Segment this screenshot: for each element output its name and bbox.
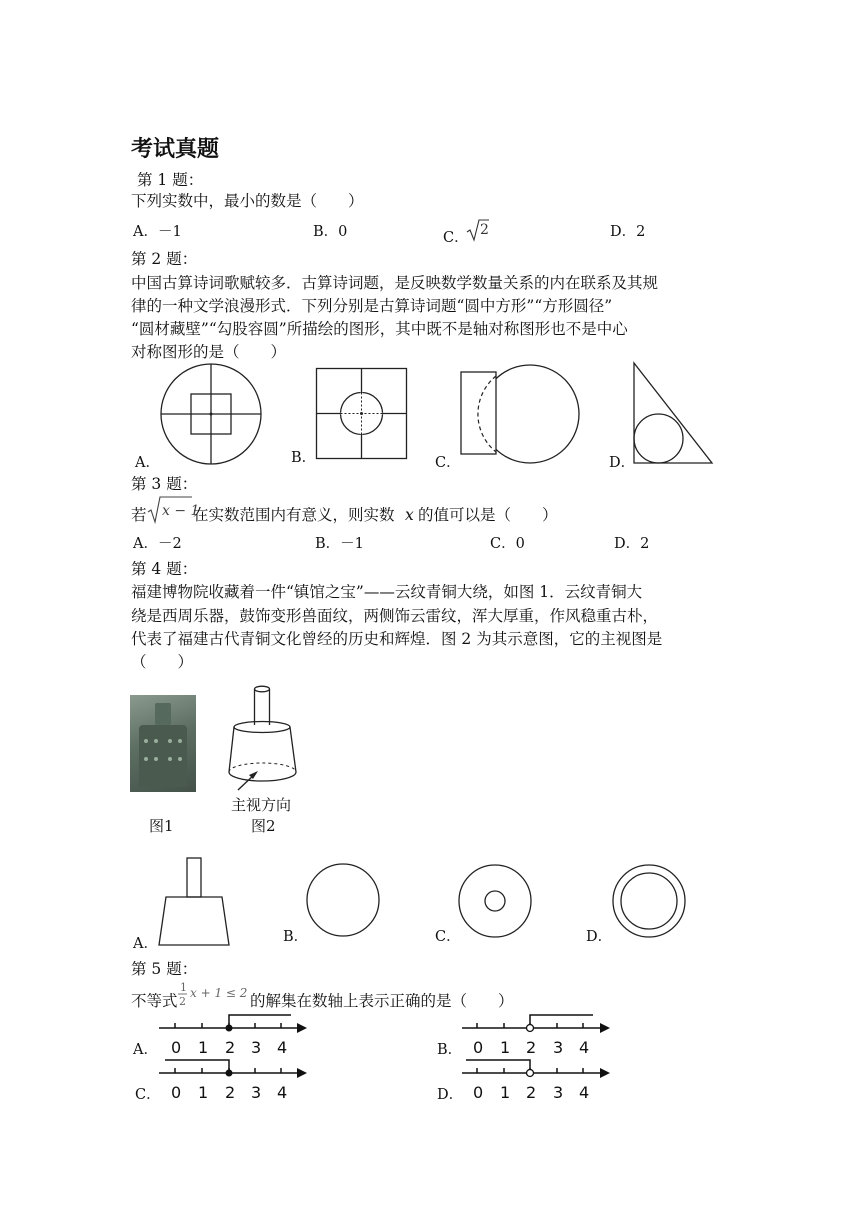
q3-label: 第 3 题： (131, 475, 198, 493)
svg-text:3: 3 (553, 1083, 564, 1102)
svg-text:1: 1 (198, 1083, 209, 1102)
q2-option-d[interactable]: D． (609, 455, 636, 471)
q5-stem-prefix: 不等式 (131, 992, 178, 1010)
svg-text:0: 0 (171, 1083, 182, 1102)
q4-option-c[interactable]: C． (435, 929, 461, 945)
q5-option-b[interactable]: B． (437, 1042, 463, 1058)
q5-number-line-c (157, 1057, 307, 1107)
figure-2-caption: 图2 (251, 817, 276, 835)
q5-stem-suffix: 的解集在数轴上表示正确的是（ ） (250, 992, 514, 1010)
q2-stem-line-1: 中国古算诗词歌赋较多．古算诗词题，是反映数学数量关系的内在联系及其规 (131, 274, 659, 292)
q3-stem-prefix: 若 (131, 506, 147, 524)
svg-text:4: 4 (277, 1083, 288, 1102)
q3-stem-suffix: 在实数范围内有意义，则实数 (193, 506, 395, 524)
q1-option-c[interactable]: C． (443, 230, 469, 246)
svg-text:1: 1 (500, 1038, 511, 1057)
q2-stem-line-2: 律的一种文学浪漫形式．下列分别是古算诗词题“圆中方形”“方形圆径” (131, 297, 613, 315)
q4-option-a[interactable]: A． (133, 936, 158, 952)
q3-variable: x (405, 506, 414, 524)
svg-text:4: 4 (579, 1083, 590, 1102)
sqrt-x-minus-1-symbol (147, 494, 200, 524)
q4-figure-d (611, 863, 687, 939)
view-direction-label: 主视方向 (231, 796, 292, 814)
q2-option-c[interactable]: C． (435, 455, 461, 471)
bronze-bell-photo (130, 695, 196, 792)
q2-option-b[interactable]: B． (291, 450, 317, 466)
q3-option-c[interactable]: C．0 (490, 536, 525, 552)
svg-text:0: 0 (473, 1038, 484, 1057)
svg-text:4: 4 (277, 1038, 288, 1057)
svg-text:0: 0 (473, 1083, 484, 1102)
q1-option-a[interactable]: A．－1 (133, 224, 182, 240)
q1-label: 第 1 题： (137, 171, 204, 189)
svg-text:1: 1 (500, 1083, 511, 1102)
svg-text:x + 1 ≤ 2: x + 1 ≤ 2 (190, 986, 248, 1000)
q5-number-line-b (460, 1012, 610, 1062)
q4-figure-b (305, 862, 381, 938)
q3-option-d[interactable]: D．2 (614, 536, 650, 552)
q3-option-a[interactable]: A．－2 (133, 536, 182, 552)
sqrt-2-symbol (466, 218, 490, 240)
svg-text:2: 2 (225, 1083, 236, 1102)
q5-label: 第 5 题： (131, 960, 198, 978)
q4-label: 第 4 题： (131, 560, 198, 578)
q1-stem: 下列实数中，最小的数是（ ） (131, 192, 364, 210)
svg-text:1: 1 (180, 981, 187, 994)
q2-stem-line-4: 对称图形的是（ ） (131, 343, 287, 361)
figure-1-caption: 图1 (149, 817, 174, 835)
inequality-expression (178, 980, 254, 1012)
q4-stem-line-4: （ ） (131, 653, 194, 671)
q3-stem-end: 的值可以是（ ） (418, 506, 558, 524)
svg-text:2: 2 (526, 1083, 537, 1102)
q1-option-b[interactable]: B．0 (313, 224, 348, 240)
svg-text:2: 2 (179, 995, 186, 1008)
q5-number-line-d (460, 1057, 610, 1107)
q2-figure-b (316, 368, 408, 460)
q4-stem-line-1: 福建博物院收藏着一件“镇馆之宝”——云纹青铜大绕，如图 1．云纹青铜大 (131, 583, 643, 601)
q2-option-a[interactable]: A． (135, 455, 160, 471)
svg-text:4: 4 (579, 1038, 590, 1057)
q3-option-b[interactable]: B．－1 (315, 536, 364, 552)
svg-text:2: 2 (480, 222, 489, 238)
q5-option-a[interactable]: A． (133, 1042, 158, 1058)
svg-text:3: 3 (251, 1083, 262, 1102)
svg-text:0: 0 (171, 1038, 182, 1057)
svg-text:1: 1 (198, 1038, 209, 1057)
q1-option-d[interactable]: D．2 (610, 224, 646, 240)
svg-text:x − 1: x − 1 (162, 503, 200, 519)
q4-option-d[interactable]: D． (586, 929, 613, 945)
svg-text:2: 2 (526, 1038, 537, 1057)
svg-text:2: 2 (225, 1038, 236, 1057)
q4-stem-line-2: 绕是西周乐器，鼓饰变形兽面纹，两侧饰云雷纹，浑大厚重，作风稳重古朴， (131, 607, 659, 625)
q5-option-d[interactable]: D． (437, 1087, 464, 1103)
page-title: 考试真题 (131, 137, 220, 162)
q5-option-c[interactable]: C． (135, 1087, 161, 1103)
svg-text:3: 3 (251, 1038, 262, 1057)
q4-option-b[interactable]: B． (283, 929, 309, 945)
q2-label: 第 2 题： (131, 250, 198, 268)
q4-figure-a (156, 857, 232, 947)
q2-figure-a (158, 363, 264, 465)
q2-stem-line-3: “圆材藏壁”“勾股容圆”所描绘的图形，其中既不是轴对称图形也不是中心 (131, 320, 628, 338)
q2-figure-c (458, 363, 580, 467)
q4-stem-line-3: 代表了福建古代青铜文化曾经的历史和辉煌．图 2 为其示意图，它的主视图是 (131, 630, 663, 648)
q4-figure-c (457, 863, 533, 939)
q2-figure-d (630, 360, 716, 466)
q5-number-line-a (157, 1012, 307, 1062)
svg-text:3: 3 (553, 1038, 564, 1057)
